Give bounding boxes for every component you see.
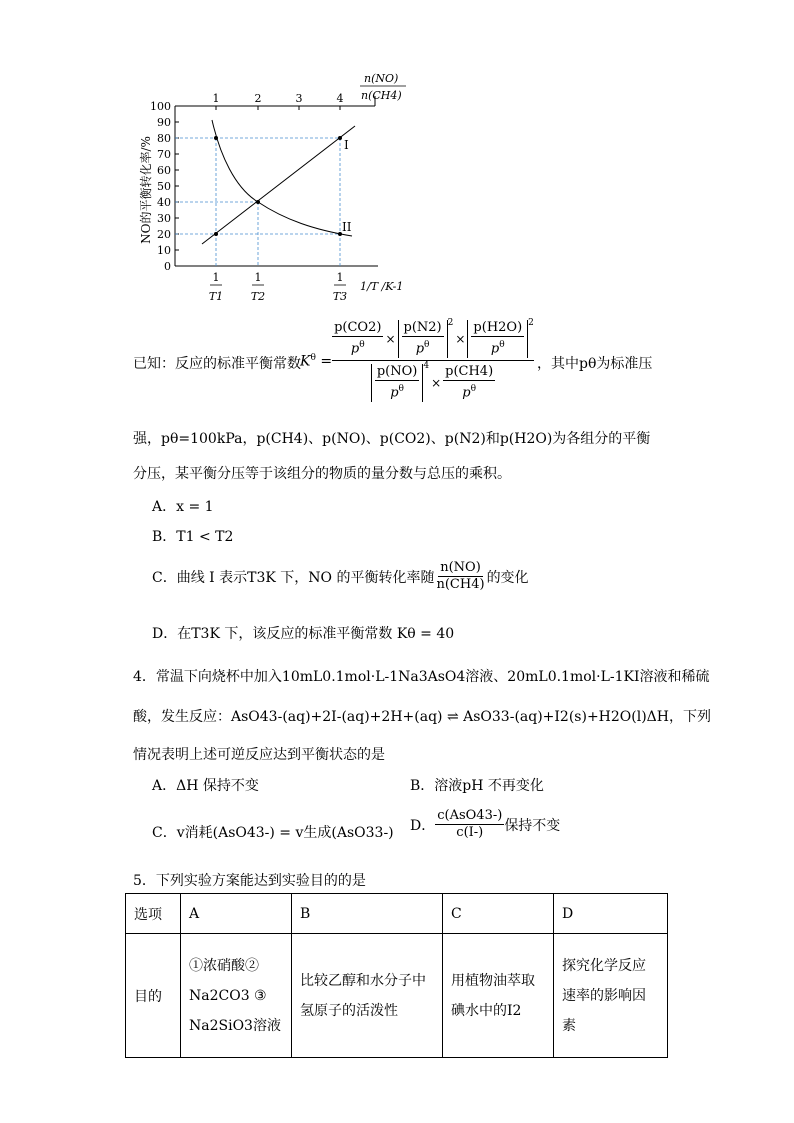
x-tick-t3: T3	[332, 290, 348, 303]
q4-option-d-pre: D．	[410, 817, 436, 834]
y-tick-label: 40	[157, 196, 171, 209]
q3-option-c	[152, 560, 529, 593]
num-term-n2: p(N2)	[403, 320, 442, 336]
header-d: D	[554, 894, 668, 934]
point-intersection	[256, 200, 260, 204]
q4-line1: 4．常温下向烧杯中加入10mL0.1mol·L-1Na3AsO4溶液、20mL0.1mol·L-1KI溶液和稀硫	[133, 669, 710, 685]
point-i-1	[214, 232, 218, 236]
q4-line3: 情况表明上述可逆反应达到平衡状态的是	[133, 747, 385, 763]
q3-option-c-pre: C．曲线 I 表示T3K 下，NO 的平衡转化率随	[152, 569, 435, 586]
known-suffix: ，其中pθ为标准压	[537, 356, 653, 372]
k-equals: =	[320, 353, 333, 370]
top-tick-label: 2	[254, 92, 262, 105]
y-tick-label: 60	[157, 164, 171, 177]
q3-c-frac-den: n(CH4)	[436, 577, 485, 592]
y-tick-label: 50	[157, 180, 171, 193]
table-row	[126, 934, 668, 1058]
top-axis-label-den: n(CH4)	[361, 89, 402, 102]
known-prefix: 已知：反应的标准平衡常数	[133, 356, 301, 372]
y-axis-label: NO的平衡转化率/%	[139, 136, 153, 244]
k-symbol: K	[300, 353, 311, 370]
k-theta: θ	[310, 353, 316, 363]
q3-option-b: B．T1 < T2	[152, 529, 234, 545]
y-tick-label: 30	[157, 212, 171, 225]
top-axis-label-num: n(NO)	[364, 72, 399, 85]
svg-text:1: 1	[336, 271, 344, 284]
y-tick-label: 20	[157, 228, 171, 241]
svg-text:1: 1	[212, 271, 220, 284]
cell-d: 探究化学反应速率的影响因素	[554, 934, 668, 1058]
svg-text:1: 1	[254, 271, 262, 284]
y-tick-label: 10	[157, 244, 171, 257]
x-axis-label: 1/T /K-1	[360, 280, 404, 293]
line-i	[202, 126, 355, 244]
q4-d-den: c(I-)	[456, 825, 484, 840]
num-term-co2: p(CO2)	[334, 320, 382, 336]
curve-label-i: I	[344, 138, 349, 152]
header-b: B	[292, 894, 443, 934]
q3-option-c-post: 的变化	[486, 569, 529, 586]
table-header-row	[126, 894, 668, 934]
q3-option-a: A．x = 1	[152, 499, 214, 515]
cell-c: 用植物油萃取碘水中的I2	[443, 934, 554, 1058]
y-tick-label: 80	[157, 132, 171, 145]
num-term-h2o: p(H2O)	[473, 320, 523, 336]
top-ticks	[213, 92, 344, 110]
y-tick-label: 70	[157, 148, 171, 161]
x-tick-labels	[209, 271, 347, 303]
header-c: C	[443, 894, 554, 934]
top-tick-label: 1	[212, 92, 220, 105]
q3-c-frac-num: n(NO)	[440, 560, 481, 575]
y-tick-label: 0	[164, 260, 171, 273]
curve-label-ii: II	[342, 220, 352, 234]
x-tick-t1: T1	[208, 290, 224, 303]
k-formula: $\frac{p(CO2)}{p^\theta}$ × $\frac{p(N2)}{p^\theta}$ $^2$ × $\frac{p(H2O)}{p^\theta}$ $^2$ $\frac{p(NO)}{p^\theta}$ $^4$ × $\frac{p(CH4)}{p^\theta}$	[332, 318, 534, 405]
cell-a: ①浓硝酸② Na2CO3 ③ Na2SiO3溶液	[181, 934, 292, 1058]
equilibrium-graph	[120, 70, 420, 310]
y-tick-label: 100	[150, 100, 171, 113]
header-a: A	[181, 894, 292, 934]
q4-option-d-post: 保持不变	[504, 817, 561, 834]
q5-table	[125, 893, 668, 1058]
den-term-ch4: p(CH4)	[445, 364, 494, 380]
row-label: 目的	[126, 934, 181, 1058]
y-tick-label: 90	[157, 116, 171, 129]
x-tick-t2: T2	[250, 290, 266, 303]
q4-line2: 酸，发生反应：AsO43-(aq)+2I-(aq)+2H+(aq) ⇌ AsO33-(aq)+I2(s)+H2O(l)ΔH，下列	[133, 709, 711, 725]
q4-option-b: B．溶液pH 不再变化	[410, 778, 544, 794]
known-line3: 分压，某平衡分压等于该组分的物质的量分数与总压的乘积。	[133, 466, 511, 482]
known-line2: 强，pθ=100kPa，p(CH4)、p(NO)、p(CO2)、p(N2)和p(H2O)为各组分的平衡	[133, 431, 651, 447]
q3-option-d: D．在T3K 下，该反应的标准平衡常数 Kθ = 40	[152, 626, 455, 642]
q4-option-c: C．v消耗(AsO43-) = v生成(AsO33-)	[152, 825, 394, 841]
curve-ii	[212, 120, 352, 236]
den-term-no: p(NO)	[376, 364, 418, 380]
q4-option-a: A．ΔH 保持不变	[152, 778, 259, 794]
point-i-3	[338, 136, 342, 140]
q5-title: 5．下列实验方案能达到实验目的的是	[133, 873, 366, 889]
top-tick-label: 4	[336, 92, 344, 105]
q4-option-d	[410, 808, 560, 841]
point-ii-1	[214, 136, 218, 140]
q4-d-num: c(AsO43-)	[437, 808, 503, 823]
cell-b: 比较乙醇和水分子中氢原子的活泼性	[292, 934, 443, 1058]
header-option: 选项	[126, 894, 181, 934]
top-tick-label: 3	[295, 92, 303, 105]
